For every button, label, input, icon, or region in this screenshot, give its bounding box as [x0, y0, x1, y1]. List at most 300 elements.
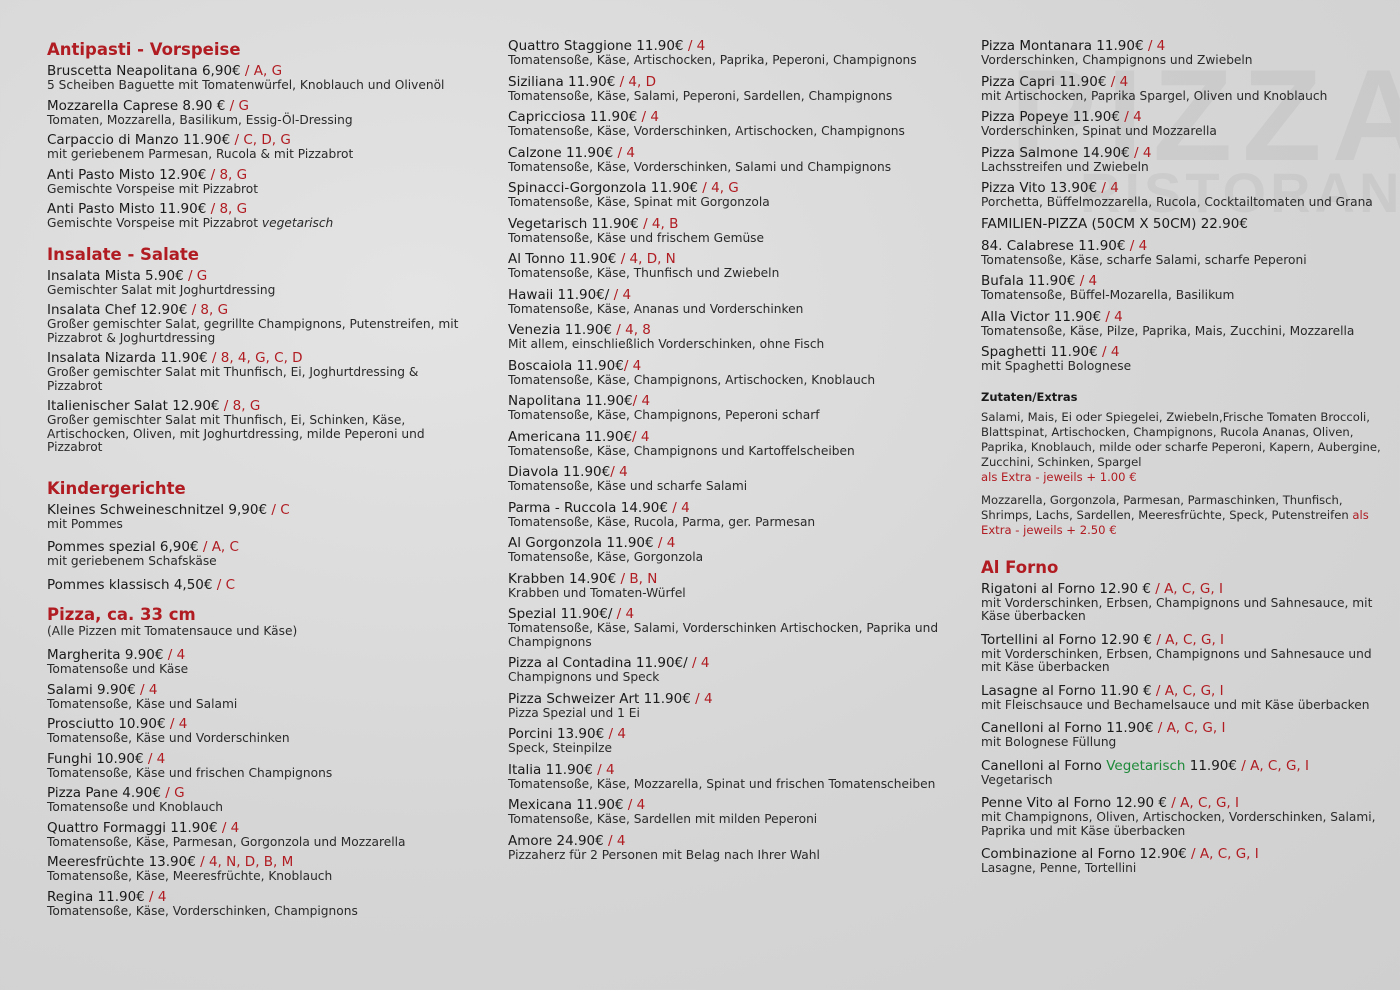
menu-item-allergen-codes: / 4: [632, 428, 650, 445]
menu-item-name: Calzone 11.90€: [508, 144, 614, 161]
menu-item-description: [508, 54, 948, 68]
menu-item-title: [981, 109, 1381, 125]
menu-item-allergen-codes: / 4: [637, 109, 659, 125]
menu-item: [508, 145, 948, 175]
menu-item-allergen-codes: / A, G: [240, 63, 283, 79]
menu-item-description-text: Tomatensoße, Käse, Gorgonzola: [508, 550, 704, 564]
extras-group-2-price: als Extra - jeweils + 2.50 €: [981, 507, 1369, 537]
menu-item-name: Bruscetta Neapolitana 6,90€: [47, 63, 241, 79]
menu-item: [508, 500, 948, 530]
menu-item: [47, 751, 467, 781]
menu-item-title: [981, 344, 1381, 360]
menu-item-description: [508, 161, 948, 175]
menu-item: [508, 726, 948, 756]
menu-item-description-text: Tomatensoße, Käse, Champignons und Kartoffelscheiben: [508, 443, 855, 458]
menu-item-title: [508, 145, 948, 161]
menu-item-title: [981, 273, 1381, 289]
menu-item-description: [47, 698, 467, 712]
menu-item-title: [981, 720, 1381, 736]
menu-item-description-text: Vorderschinken, Champignons und Zwiebeln: [981, 53, 1253, 67]
menu-item-description: [47, 555, 467, 569]
section-insalate: [47, 245, 467, 455]
menu-item-allergen-codes: / 4: [687, 655, 710, 671]
menu-item: [981, 273, 1381, 303]
menu-item-allergen-codes: / 4: [1106, 73, 1129, 90]
menu-item-price: 11.90€: [1185, 757, 1237, 774]
menu-item-name: Pommes spezial 6,90€: [47, 539, 199, 555]
menu-item-name: Anti Pasto Misto 11.90€: [47, 201, 211, 217]
column-right: [981, 38, 1381, 884]
menu-item-title: [981, 238, 1381, 254]
menu-item-name: Al Tonno 11.90€: [508, 251, 621, 267]
menu-item-title: [508, 464, 948, 480]
menu-item-description: [508, 196, 948, 210]
menu-item-description: [981, 774, 1381, 788]
menu-item: [508, 287, 948, 317]
menu-item-allergen-codes: / A, C, G, I: [1167, 795, 1239, 811]
menu-item-description-text: mit Vorderschinken, Erbsen, Champignons und Sahnesauce und mit Käse überbacken: [981, 646, 1372, 674]
menu-item-description-text: Tomatensoße, Käse und scharfe Salami: [508, 479, 748, 493]
menu-item-title: [508, 833, 948, 849]
menu-item: [47, 889, 467, 919]
menu-item-description: [508, 303, 948, 317]
menu-item-name: Tortellini al Forno 12.90 €: [981, 631, 1153, 648]
menu-item-name: Funghi 10.90€: [47, 750, 148, 767]
menu-item-allergen-codes: / A, C, G, I: [1236, 757, 1309, 774]
menu-item-description-text: Tomatensoße, Käse, Vorderschinken, Salami und Champignons: [508, 159, 892, 174]
menu-item-name: Italia 11.90€: [508, 761, 593, 778]
menu-item-allergen-codes: / 4: [613, 144, 635, 161]
menu-item: [508, 251, 948, 281]
menu-item-title: [981, 309, 1381, 325]
menu-item-title: [981, 145, 1381, 161]
menu-item-allergen-codes: / 4, D: [615, 73, 656, 90]
menu-item: [47, 201, 467, 231]
menu-item: [508, 429, 948, 459]
menu-item-description: [508, 267, 948, 281]
menu-item-description-text: Tomatensoße, Käse, Champignons, Artischocken, Knoblauch: [508, 372, 876, 387]
section-title-al-forno: Al Forno: [981, 557, 1059, 577]
menu-item-description-text: Tomatensoße, Käse, Pilze, Paprika, Mais, Zucchini, Mozzarella: [981, 323, 1355, 338]
extras-group-2: [981, 493, 1381, 538]
menu-item: [981, 846, 1381, 876]
menu-item-name: Venezia 11.90€: [508, 322, 612, 338]
menu-item-description: [47, 114, 467, 128]
menu-item-name: Prosciutto 10.90€: [47, 716, 170, 732]
menu-item: [47, 63, 467, 93]
menu-item-name: Margherita 9.90€: [47, 647, 164, 663]
menu-item-name: Penne Vito al Forno 12.90 €: [981, 795, 1168, 811]
menu-item-description: [508, 338, 948, 352]
extras-group-1-list: Salami, Mais, Ei oder Spiegelei, Zwiebeln,Frische Tomaten Broccoli, Blattspinat, Artischocken, Champignons, Rucola Ananas, Oliven, Paprika, Knoblauch, milde oder scharfe Peperoni, Kapern, Aubergine, Zucchini, Schinken, Spargel: [981, 409, 1381, 469]
menu-item-description-text: Speck, Steinpilze: [508, 741, 613, 755]
menu-item: [508, 797, 948, 827]
menu-item: [47, 647, 467, 677]
menu-item: [981, 216, 1381, 232]
menu-item: [508, 358, 948, 388]
menu-item-description: [981, 811, 1381, 838]
menu-item-name: Mozzarella Caprese 8.90 €: [47, 97, 226, 114]
menu-item-description: [508, 551, 948, 565]
menu-item-title: [47, 682, 467, 698]
menu-item-title: [47, 577, 467, 593]
menu-item-allergen-codes: / 4: [604, 726, 626, 742]
menu-item-description: [981, 597, 1381, 624]
menu-item-description: [508, 232, 948, 246]
menu-item-description-text: Tomatensoße, Käse, Rucola, Parma, ger. Parmesan: [508, 514, 816, 529]
menu-item-description: [47, 318, 467, 345]
menu-item-name: Mexicana 11.90€: [508, 797, 624, 813]
menu-item-allergen-codes: / 4: [147, 750, 166, 767]
menu-item-description-text: mit Bolognese Füllung: [981, 735, 1117, 749]
menu-item-description-text: Tomatensoße, Käse und Salami: [47, 696, 238, 711]
menu-item-name: Combinazione al Forno 12.90€: [981, 846, 1187, 862]
menu-item-name: Porcini 13.90€: [508, 726, 605, 742]
menu-item: [508, 606, 948, 649]
menu-item: [508, 655, 948, 685]
section-kindergerichte: [47, 479, 467, 593]
menu-item-title: [508, 535, 948, 551]
menu-item-description-text: Großer gemischter Salat mit Thunfisch, Ei, Schinken, Käse, Artischocken, Oliven, mit Joghurtdressing, milde Peperoni und Pizzabrot: [47, 413, 425, 454]
menu-item-description-text: Tomatensoße, Büffel-Mozarella, Basilikum: [981, 288, 1235, 302]
menu-item-allergen-codes: / 4: [144, 888, 167, 905]
menu-item-description: [47, 79, 467, 93]
menu-item-name: Pizza al Contadina 11.90€/: [508, 655, 688, 671]
menu-item-description-text: Tomaten, Mozzarella, Basilikum, Essig-Öl-Dressing: [47, 112, 353, 127]
menu-item: [981, 581, 1381, 624]
menu-item: [508, 691, 948, 721]
menu-item-allergen-codes: / C: [212, 576, 236, 593]
menu-item-name: Pizza Schweizer Art 11.90€: [508, 690, 691, 707]
menu-item-description-text: Großer gemischter Salat, gegrillte Champignons, Putenstreifen, mit Pizzabrot & Joghurtdressing: [47, 317, 459, 345]
menu-item-description: [47, 148, 467, 162]
menu-item-title: [508, 251, 948, 267]
menu-item-allergen-codes: / 4: [163, 647, 186, 663]
menu-item-title: [981, 632, 1381, 648]
menu-item-description-text: mit Artischocken, Paprika Spargel, Oliven und Knoblauch: [981, 88, 1328, 103]
menu-item-description: [508, 516, 948, 530]
menu-item-allergen-codes: / C, D, G: [230, 132, 291, 148]
menu-item-allergen-codes: / A, C, G, I: [1151, 682, 1224, 699]
menu-item-title: [508, 571, 948, 587]
menu-item-description: [508, 90, 948, 104]
menu-item-description-text: Tomatensoße, Käse und frischem Gemüse: [508, 230, 765, 245]
menu-item: [508, 180, 948, 210]
menu-item-name: Lasagne al Forno 11.90 €: [981, 682, 1152, 699]
menu-item-title: [508, 322, 948, 338]
menu-item-allergen-codes: / 4: [609, 286, 632, 303]
menu-item-description-text: Tomatensoße, Käse, Sardellen mit milden Peperoni: [508, 812, 818, 826]
menu-item-description: [47, 767, 467, 781]
menu-item: [47, 820, 467, 850]
menu-item-allergen-codes: / C: [267, 501, 290, 518]
menu-item-name: FAMILIEN-PIZZA (50CM X 50CM) 22.90€: [981, 215, 1248, 232]
menu-item-description: [47, 836, 467, 850]
menu-item-allergen-codes: / 4: [1097, 180, 1119, 196]
menu-item: [47, 350, 467, 393]
menu-item-title: [981, 846, 1381, 862]
menu-item: [47, 98, 467, 128]
menu-item-description: [981, 90, 1381, 104]
menu-item-allergen-codes: / 4: [623, 357, 642, 374]
menu-item-title: [508, 38, 948, 54]
menu-item-description: [508, 445, 948, 459]
menu-item-description: [981, 196, 1381, 210]
menu-item-description: [508, 849, 948, 863]
menu-item-title: [981, 216, 1381, 232]
menu-item-allergen-codes: / 8, G: [187, 302, 229, 318]
menu-item-title: [508, 691, 948, 707]
menu-item-description: [508, 374, 948, 388]
menu-item-allergen-codes: / 4: [140, 681, 158, 698]
menu-item-name: Spinacci-Gorgonzola 11.90€: [508, 180, 698, 196]
menu-item-description-text: Tomatensoße, Käse, Vorderschinken, Champignons: [47, 903, 358, 918]
menu-item-description: [981, 360, 1381, 374]
menu-item-allergen-codes: / 4: [592, 761, 615, 778]
menu-item-allergen-codes: / 4: [1101, 308, 1123, 325]
menu-item-description: [508, 409, 948, 423]
menu-item-description: [508, 587, 948, 601]
menu-item-name: Alla Victor 11.90€: [981, 308, 1102, 325]
menu-item: [47, 302, 467, 345]
section-pizza: [47, 605, 467, 919]
section-title-insalate: Insalate - Salate: [47, 244, 199, 264]
menu-item-description-text: Tomatensoße, Käse und Vorderschinken: [47, 731, 290, 745]
menu-item: [508, 535, 948, 565]
menu-item-description-text: Tomatensoße, Käse, Parmesan, Gorgonzola und Mozzarella: [47, 834, 406, 849]
menu-item-allergen-codes: / 4: [683, 38, 706, 54]
menu-item-name: Bufala 11.90€: [981, 273, 1076, 289]
menu-item-name: Quattro Formaggi 11.90€: [47, 819, 218, 836]
menu-item-title: [981, 180, 1381, 196]
menu-item-description: [981, 54, 1381, 68]
menu-item-name: Canelloni al Forno 11.90€: [981, 720, 1154, 736]
menu-item-description-text: mit Fleischsauce und Bechamelsauce und mit Käse überbacken: [981, 697, 1370, 712]
menu-item-description: [981, 161, 1381, 175]
menu-item-description-text: mit geriebenem Parmesan, Rucola & mit Pizzabrot: [47, 147, 354, 161]
menu-item-name: Boscaiola 11.90€: [508, 357, 624, 374]
menu-item-description: [981, 736, 1381, 750]
menu-item-description-text: Vorderschinken, Spinat und Mozzarella: [981, 124, 1217, 138]
menu-item-description: [981, 289, 1381, 303]
menu-item: [981, 180, 1381, 210]
menu-item-title: [47, 63, 467, 79]
menu-item-name: Pizza Salmone 14.90€: [981, 144, 1130, 161]
menu-item-name: Pizza Montanara 11.90€: [981, 38, 1144, 54]
section-title-kindergerichte: Kindergerichte: [47, 478, 186, 498]
menu-item-title: [47, 350, 467, 366]
menu-item-description: [981, 125, 1381, 139]
menu-item-title: [47, 889, 467, 905]
menu-item-description: [47, 518, 467, 532]
menu-item-name: 84. Calabrese 11.90€: [981, 237, 1126, 254]
menu-item-allergen-codes: / 4, D, N: [620, 251, 676, 267]
menu-item-description-text: Tomatensoße, Käse, Meeresfrüchte, Knoblauch: [47, 869, 333, 883]
menu-item: [981, 38, 1381, 68]
menu-item-title: [47, 820, 467, 836]
menu-item: [47, 682, 467, 712]
menu-item: [981, 74, 1381, 104]
menu-item-title: [981, 38, 1381, 54]
menu-item-description: [47, 905, 467, 919]
menu-item-description-text: Tomatensoße, Käse, Champignons, Peperoni scharf: [508, 408, 820, 422]
menu-item-description-text: Champignons und Speck: [508, 670, 660, 684]
menu-item-description: [981, 862, 1381, 876]
menu-item-allergen-codes: / 4: [690, 690, 713, 707]
menu-item-description-text: Krabben und Tomaten-Würfel: [508, 585, 686, 600]
menu-item-description-text: mit Champignons, Oliven, Artischocken, Vorderschinken, Salami, Paprika und mit Käse überbacken: [981, 810, 1376, 838]
extras-title: Zutaten/Extras: [981, 389, 1078, 404]
menu-item-description: [508, 707, 948, 721]
menu-item-allergen-codes: / 4: [1119, 109, 1142, 125]
menu-item-allergen-codes: / G: [183, 267, 208, 284]
menu-item-name: Rigatoni al Forno 12.90 €: [981, 580, 1151, 597]
menu-item: [981, 309, 1381, 339]
menu-item-description: [508, 622, 948, 649]
menu-item-title: [508, 216, 948, 232]
menu-item-description: [47, 183, 467, 197]
menu-item-description-text: Tomatensoße, Käse, Spinat mit Gorgonzola: [508, 195, 770, 209]
menu-item-allergen-codes: / B, N: [616, 570, 658, 587]
menu-item-name: Spezial 11.90€/: [508, 606, 613, 622]
menu-item: [981, 795, 1381, 838]
menu-item-allergen-codes: / A, C, G, I: [1150, 580, 1223, 597]
menu-item-description-text: Tomatensoße, Käse, Thunfisch und Zwiebeln: [508, 266, 780, 280]
menu-item-description: [47, 870, 467, 884]
menu-item-description-text: mit Vorderschinken, Erbsen, Champignons und Sahnesauce, mit Käse überbacken: [981, 595, 1373, 623]
menu-item-name: Napolitana 11.90€: [508, 393, 633, 409]
menu-item-description: [47, 732, 467, 746]
menu-item-allergen-codes: / 4: [612, 606, 635, 622]
menu-item-allergen-codes: / 4: [1143, 38, 1166, 54]
section-al-forno: [981, 558, 1381, 876]
menu-item-title: [47, 647, 467, 663]
menu-item-allergen-codes: / 4: [623, 797, 646, 813]
menu-item-allergen-codes: / 4: [667, 499, 690, 516]
column-left: [47, 38, 467, 923]
menu-item-title: [47, 167, 467, 183]
menu-item-title: [508, 429, 948, 445]
menu-item-description-text: mit geriebenem Schafskäse: [47, 554, 217, 568]
menu-item: [508, 464, 948, 494]
menu-item: [508, 74, 948, 104]
menu-item: [508, 216, 948, 246]
menu-item-description: [47, 366, 467, 393]
menu-item-name: Anti Pasto Misto 12.90€: [47, 166, 211, 183]
pizza-subtitle: (Alle Pizzen mit Tomatensauce und Käse): [47, 623, 298, 638]
menu-item-allergen-codes: / 4: [1075, 273, 1098, 289]
menu-item-description-text: Lasagne, Penne, Tortellini: [981, 861, 1137, 875]
menu-item: [508, 109, 948, 139]
menu-item-allergen-codes: / 4: [1125, 237, 1148, 254]
section-title-pizza: Pizza, ca. 33 cm: [47, 604, 196, 624]
menu-item-vegetarian-label: Vegetarisch: [1106, 757, 1186, 774]
menu-item-description-text: Großer gemischter Salat mit Thunfisch, Ei, Joghurtdressing & Pizzabrot: [47, 365, 419, 393]
menu-item-title: [508, 762, 948, 778]
menu-item: [47, 398, 467, 455]
menu-item-title: [508, 287, 948, 303]
menu-item: [47, 539, 467, 569]
section-antipasti: [47, 40, 467, 231]
menu-item-name: Capricciosa 11.90€: [508, 109, 638, 125]
menu-item-allergen-codes: / A, C, G, I: [1186, 846, 1259, 862]
menu-item: [981, 344, 1381, 374]
menu-item-allergen-codes: / 4: [603, 832, 626, 849]
menu-item: [981, 720, 1381, 750]
menu-item-description: [508, 671, 948, 685]
menu-item-title: [508, 655, 948, 671]
menu-item-title: [981, 795, 1381, 811]
menu-item-name: Pizza Vito 13.90€: [981, 180, 1098, 196]
menu-item-allergen-codes: / 4, N, D, B, M: [195, 854, 294, 870]
menu-item: [47, 854, 467, 884]
menu-item-allergen-codes: / 4: [169, 716, 188, 732]
menu-item-description: [47, 801, 467, 815]
menu-item-title: [47, 785, 467, 801]
menu-item: [508, 322, 948, 352]
menu-item-name: Insalata Mista 5.90€: [47, 267, 184, 284]
menu-item: [47, 785, 467, 815]
menu-item-title: [981, 581, 1381, 597]
menu-item-title: [47, 268, 467, 284]
menu-item-description-text: Pizzaherz für 2 Personen mit Belag nach Ihrer Wahl: [508, 847, 820, 862]
menu-item-name: Diavola 11.90€: [508, 464, 611, 480]
extras-group-1: [981, 410, 1381, 485]
menu-item-description: [981, 699, 1381, 713]
menu-item-allergen-codes: / 4: [632, 393, 651, 409]
menu-item-name: Parma - Ruccola 14.90€: [508, 499, 668, 516]
menu-item-allergen-codes: / A, C, G, I: [1153, 720, 1226, 736]
menu-item-title: [508, 797, 948, 813]
menu-item-name: Pizza Capri 11.90€: [981, 73, 1107, 90]
menu-item-allergen-codes: / 4: [1129, 144, 1152, 161]
menu-item-description: [981, 254, 1381, 268]
menu-item-name: Insalata Nizarda 11.90€: [47, 350, 208, 366]
menu-item-description: [47, 284, 467, 298]
menu-item: [47, 132, 467, 162]
menu-item: [981, 632, 1381, 675]
menu-item-description-text: Tomatensoße, Käse, Vorderschinken, Artischocken, Champignons: [508, 124, 905, 138]
menu-item-name: Siziliana 11.90€: [508, 73, 616, 90]
menu-item-title: [508, 606, 948, 622]
menu-item-allergen-codes: / A, C, G, I: [1152, 631, 1225, 648]
menu-item-allergen-codes: / 4, B: [638, 215, 679, 232]
menu-item-description-text: mit Spaghetti Bolognese: [981, 359, 1132, 373]
extras-group-2-list: Mozzarella, Gorgonzola, Parmesan, Parmaschinken, Thunfisch, Shrimps, Lachs, Sardellen, Meeresfrüchte, Speck, Putenstreifen: [981, 492, 1353, 522]
menu-item-name: Carpaccio di Manzo 11.90€: [47, 132, 231, 148]
menu-item-title: [47, 854, 467, 870]
menu-item-allergen-codes: / 8, G: [210, 201, 248, 217]
menu-item: [47, 716, 467, 746]
menu-item-title: [47, 539, 467, 555]
menu-item-description-text: Porchetta, Büffelmozzarella, Rucola, Cocktailtomaten und Grana: [981, 195, 1373, 209]
menu-item-description-text: Gemischter Salat mit Joghurtdressing: [47, 282, 276, 297]
menu-item: [47, 268, 467, 298]
menu-item-allergen-codes: / 8, G: [219, 398, 261, 414]
menu-item-name: Krabben 14.90€: [508, 570, 617, 587]
menu-item-description-text: Tomatensoße, Käse, Salami, Vorderschinken Artischocken, Paprika und Champignons: [508, 621, 939, 649]
menu-item-name: Pommes klassisch 4,50€: [47, 576, 213, 593]
menu-item: [508, 762, 948, 792]
menu-item-title: [47, 302, 467, 318]
section-title-antipasti: Antipasti - Vorspeise: [47, 40, 241, 59]
menu-item-name: Amore 24.90€: [508, 832, 604, 849]
menu-item-allergen-codes: / 8, G: [210, 166, 248, 183]
menu-item-description-text: Tomatensoße, Käse, Artischocken, Paprika, Peperoni, Champignons: [508, 53, 917, 67]
menu-item-name: Quattro Staggione 11.90€: [508, 38, 684, 54]
menu-item-name: Americana 11.90€: [508, 428, 633, 445]
menu-item-title: [47, 751, 467, 767]
